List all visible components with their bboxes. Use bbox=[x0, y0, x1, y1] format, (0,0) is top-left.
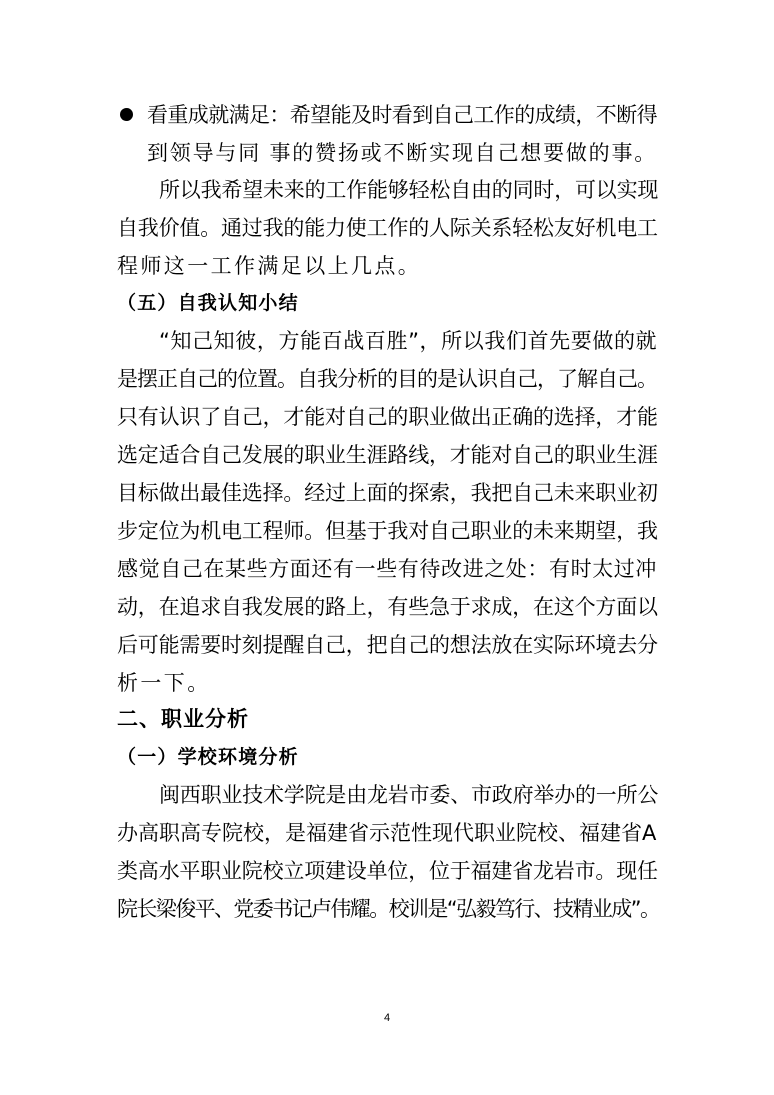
paragraph-line: 院长梁俊平、党委书记卢伟耀。校训是“弘毅笃行、技精业成”。 bbox=[117, 897, 660, 921]
paragraph-line: 后可能需要时刻提醒自己，把自己的想法放在实际环境去分 bbox=[117, 633, 658, 657]
subheading-self-cognition-summary: （五）自我认知小结 bbox=[117, 292, 299, 314]
paragraph-line: 动，在追求自我发展的路上，有些急于求成，在这个方面以 bbox=[117, 595, 658, 619]
paragraph-line: 闽西职业技术学院是由龙岩市委、市政府举办的一所公 bbox=[159, 783, 659, 807]
subheading-school-environment: （一）学校环境分析 bbox=[117, 746, 299, 768]
bullet-line-1: 看重成就满足：希望能及时看到自己工作的成绩，不断得 bbox=[147, 103, 657, 127]
paragraph-line: “知己知彼，方能百战百胜”，所以我们首先要做的就 bbox=[159, 329, 658, 353]
paragraph-line: 自我价值。通过我的能力使工作的人际关系轻松友好机电工 bbox=[117, 216, 658, 240]
paragraph-line: 选定适合自己发展的职业生涯路线，才能对自己的职业生涯 bbox=[117, 443, 658, 467]
section-heading-career-analysis: 二、职业分析 bbox=[117, 707, 249, 731]
paragraph-line: 办高职高专院校，是福建省示范性现代职业院校、福建省A bbox=[117, 821, 657, 845]
paragraph-line: 程师这一工作满足以上几点。 bbox=[117, 254, 422, 278]
paragraph-line: 感觉自己在某些方面还有一些有待改进之处：有时太过冲 bbox=[117, 557, 657, 581]
paragraph-line: 所以我希望未来的工作能够轻松自由的同时，可以实现 bbox=[159, 178, 659, 202]
paragraph-line: 步定位为机电工程师。但基于我对自己职业的未来期望，我 bbox=[117, 519, 658, 543]
paragraph-line: 析一下。 bbox=[117, 671, 211, 695]
bullet-line-2: 到领导与同 事的赞扬或不断实现自己想要做的事。 bbox=[147, 141, 658, 165]
paragraph-line: 只有认识了自己，才能对自己的职业做出正确的选择，才能 bbox=[117, 405, 658, 429]
bullet-icon bbox=[120, 108, 133, 121]
paragraph-line: 类高水平职业院校立项建设单位，位于福建省龙岩市。现任 bbox=[117, 859, 658, 883]
page-number: 4 bbox=[383, 1012, 391, 1024]
paragraph-line: 目标做出最佳选择。经过上面的探索，我把自己未来职业初 bbox=[117, 481, 658, 505]
paragraph-line: 是摆正自己的位置。自我分析的目的是认识自己，了解自己。 bbox=[117, 367, 657, 391]
